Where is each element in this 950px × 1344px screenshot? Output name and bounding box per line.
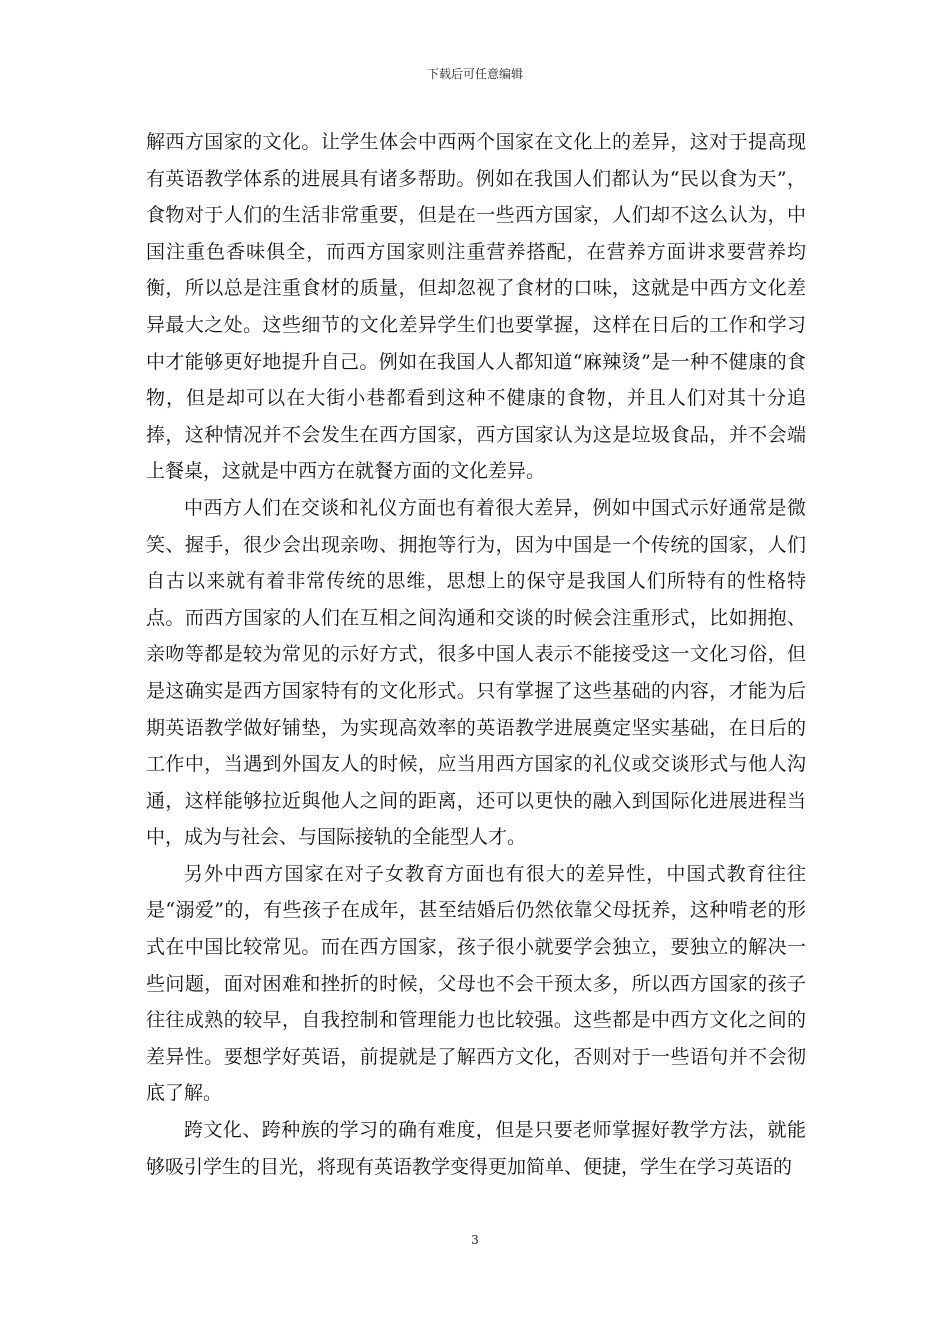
paragraph-continuation: 解西方国家的文化。让学生体会中西两个国家在文化上的差异，这对于提高现有英语教学体系的进展具有诸多帮助。例如在我国人们都认为“民以食为天”，食物对于人们的生活非常重要，但是在一些西方国家，人们却不这么认为，中国注重色香味俱全，而西方国家则注重营养搭配，在营养方面讲求要营养均衡，所以总是注重食材的质量，但却忽视了食材的口味，这就是中西方文化差异最大之处。这些细节的文化差异学生们也要掌握，这样在日后的工作和学习中才能够更好地提升自己。例如在我国人人都知道“麻辣烫”是一种不健康的食物，但是却可以在大街小巷都看到这种不健康的食物，并且人们对其十分追捧，这种情况并不会发生在西方国家，西方国家认为这是垃圾食品，并不会端上餐桌，这就是中西方在就餐方面的文化差异。 [146,131,806,483]
document-body [146,124,806,1185]
page-number: 3 [471,1233,479,1247]
paragraph-teaching-method: 跨文化、跨种族的学习的确有难度，但是只要老师掌握好教学方法，就能够吸引学生的目光，将现有英语教学变得更加简单、便捷，学生在学习英语的 [146,1119,806,1178]
paragraph-etiquette: 中西方人们在交谈和礼仪方面也有着很大差异，例如中国式示好通常是微笑、握手，很少会出现亲吻、拥抱等行为，因为中国是一个传统的国家，人们自古以来就有着非常传统的思维，思想上的保守是我国人们所特有的性格特点。而西方国家的人们在互相之间沟通和交谈的时候会注重形式，比如拥抱、亲吻等都是较为常见的示好方式，很多中国人表示不能接受这一文化习俗，但是这确实是西方国家特有的文化形式。只有掌握了这些基础的内容，才能为后期英语教学做好铺垫，为实现高效率的英语教学进展奠定坚实基础，在日后的工作中，当遇到外国友人的时候，应当用西方国家的礼仪或交谈形式与他人沟通，这样能够拉近與他人之间的距离，还可以更快的融入到国际化进展进程当中，成为与社会、与国际接轨的全能型人才。 [146,496,806,849]
page-header: 下载后可任意编辑 [426,67,523,81]
paragraph-education: 另外中西方国家在对子女教育方面也有很大的差异性，中国式教育往往是“溺爱”的，有些孩子在成年，甚至结婚后仍然依靠父母抚养，这种啃老的形式在中国比较常见。而在西方国家，孩子很小就要学会独立，要独立的解决一些问题，面对困难和挫折的时候，父母也不会干预太多，所以西方国家的孩子往往成熟的较早，自我控制和管理能力也比较强。这些都是中西方文化之间的差异性。要想学好英语，前提就是了解西方文化，否则对于一些语句并不会彻底了解。 [146,862,806,1105]
